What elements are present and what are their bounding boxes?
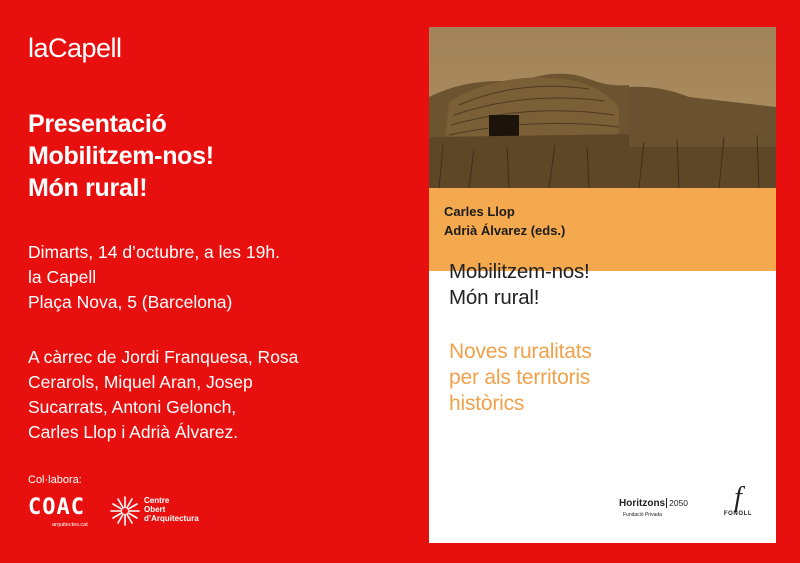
book-title xyxy=(449,259,590,311)
event-details xyxy=(28,240,280,315)
speakers-line: Sucarrats, Antoni Gelonch, xyxy=(28,397,237,417)
coa-line: d’Arquitectura xyxy=(144,514,199,523)
book-author: Adrià Álvarez (eds.) xyxy=(444,223,566,238)
book-subtitle-line: per als territoris xyxy=(449,366,591,389)
book-subtitle-line: històrics xyxy=(449,392,525,415)
book-title-line: Món rural! xyxy=(449,286,540,309)
coac-logo-text: COAC xyxy=(28,495,85,520)
coa-logo xyxy=(110,494,250,534)
coa-logo-text xyxy=(144,496,199,523)
horitzons-year: 2050 xyxy=(666,498,688,508)
speakers xyxy=(28,345,408,445)
book-author: Carles Llop xyxy=(444,204,515,219)
event-date: Dimarts, 14 d’octubre, a les 19h. xyxy=(28,242,280,262)
coa-line: Obert xyxy=(144,505,166,514)
fonoll-logo xyxy=(723,482,753,517)
event-venue: la Capell xyxy=(28,267,97,287)
fonoll-name: FONOLL xyxy=(723,511,753,517)
book-subtitle xyxy=(449,339,592,417)
coac-logo-sub: arquitectes.cat xyxy=(52,522,88,528)
brand-logo: laCapell xyxy=(28,33,122,63)
coac-logo xyxy=(28,496,98,536)
title-line: Món rural! xyxy=(28,174,148,202)
cover-photo xyxy=(429,27,776,188)
event-title xyxy=(28,108,214,204)
book-cover xyxy=(429,27,776,543)
collab-label: Col·labora: xyxy=(28,474,82,486)
book-title-line: Mobilitzem-nos! xyxy=(449,260,590,283)
speakers-line: A càrrec de Jordi Franquesa, Rosa xyxy=(28,347,299,367)
starburst-icon xyxy=(110,496,140,526)
horitzons-name: Horitzons xyxy=(619,498,666,509)
event-info-panel xyxy=(28,0,408,563)
speakers-line: Carles Llop i Adrià Álvarez. xyxy=(28,422,239,442)
book-subtitle-line: Noves ruralitats xyxy=(449,340,592,363)
horitzons-logo xyxy=(619,493,688,518)
title-line: Presentació xyxy=(28,110,167,138)
coa-line: Centre xyxy=(144,496,170,505)
stone-hut-image xyxy=(429,27,776,188)
title-line: Mobilitzem-nos! xyxy=(28,142,214,170)
speakers-line: Cerarols, Miquel Aran, Josep xyxy=(28,372,253,392)
horitzons-sub: Fundació Privada xyxy=(623,512,662,518)
fonoll-mark: f xyxy=(734,482,742,513)
event-address: Plaça Nova, 5 (Barcelona) xyxy=(28,292,233,312)
